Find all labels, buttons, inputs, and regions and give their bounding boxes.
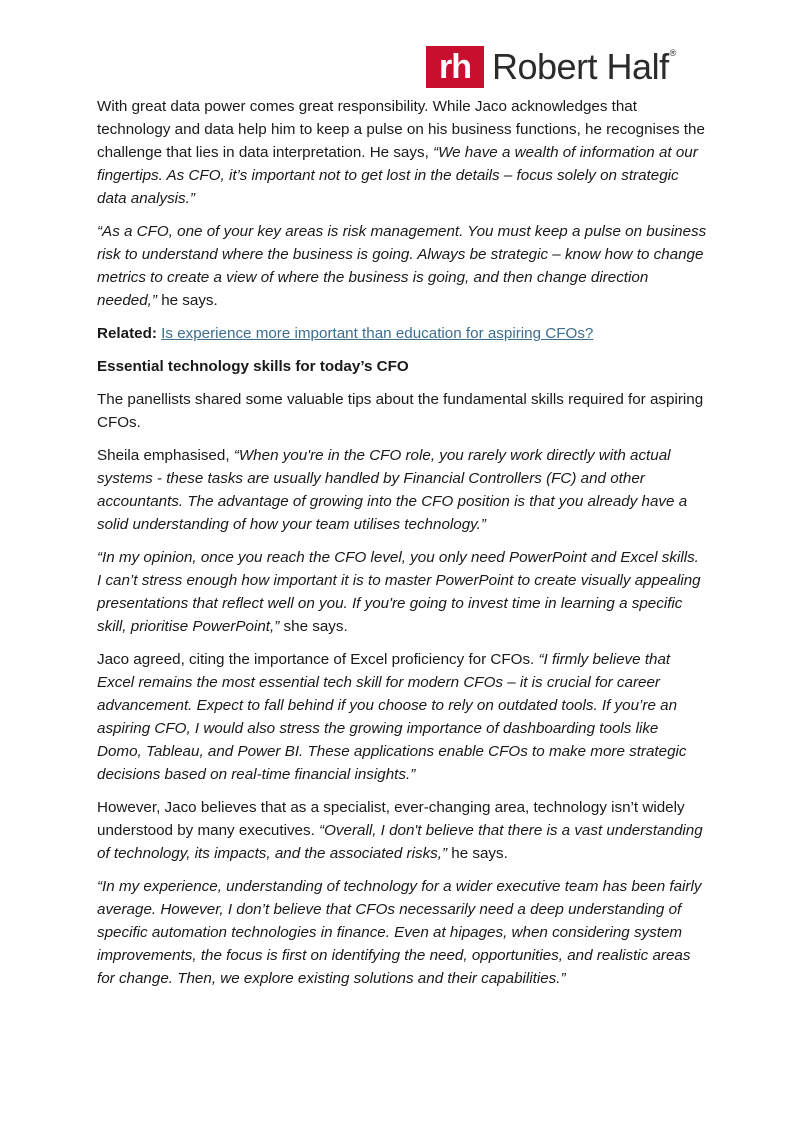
logo-name: Robert Half xyxy=(492,46,669,87)
paragraph-data-power xyxy=(97,95,707,210)
quote-text: “We have a wealth of information at our fingertips. As CFO, it’s important not to get lost in the details – focus solely on strategic data analysis.” xyxy=(97,144,698,207)
related-link-line xyxy=(97,322,707,345)
paragraph-excel xyxy=(97,648,707,786)
quote-text: “As a CFO, one of your key areas is risk management. You must keep a pulse on business risk to understand where the business is going. Always be strategic – know how to change metrics to create a view of where the business is going, and then change direction needed,” xyxy=(97,223,707,309)
paragraph-text: Jaco agreed, citing the importance of Excel proficiency for CFOs. xyxy=(97,651,539,668)
section-heading: Essential technology skills for today’s CFO xyxy=(97,358,409,375)
related-label: Related: xyxy=(97,325,157,342)
paragraph-powerpoint xyxy=(97,546,707,638)
related-article-link[interactable]: Is experience more important than education for aspiring CFOs? xyxy=(161,325,594,342)
paragraph-executives xyxy=(97,796,707,865)
quote-text: “In my experience, understanding of technology for a wider executive team has been fairly average. However, I don’t believe that CFOs necessarily need a deep understanding of specific automation technologies in finance. Even at hipages, when considering system improvements, the focus is first on identifying the need, opportunities, and realistic areas for change. Then, we explore existing solutions and their capabilities.” xyxy=(97,878,702,987)
paragraph-sheila xyxy=(97,444,707,536)
quote-text: “When you're in the CFO role, you rarely work directly with actual systems - these tasks are usually handled by Financial Controllers (FC) and other accountants. The advantage of growing into the CFO position is that you already have a solid understanding of how your team utilises technology.” xyxy=(97,447,688,533)
quote-text: “I firmly believe that Excel remains the most essential tech skill for modern CFOs – it is crucial for career advancement. Expect to fall behind if you choose to rely on outdated tools. If you’re an aspiring CFO, I would also stress the growing importance of dashboarding tools like Domo, Tableau, and Power BI. These applications enable CFOs to make more strategic decisions based on real-time financial insights.” xyxy=(97,651,687,783)
quote-text: “Overall, I don't believe that there is a vast understanding of technology, its impacts, and the associated risks,” xyxy=(97,822,703,862)
article-body xyxy=(97,95,707,1000)
paragraph-panellists: The panellists shared some valuable tips about the fundamental skills required for aspiring CFOs. xyxy=(97,391,704,431)
paragraph-risk-management xyxy=(97,220,707,312)
paragraph-experience xyxy=(97,875,707,990)
attribution-text: she says. xyxy=(279,618,348,635)
attribution-text: he says. xyxy=(447,845,508,862)
logo-wordmark xyxy=(492,46,676,88)
attribution-text: he says. xyxy=(156,292,218,309)
robert-half-logo xyxy=(426,46,676,88)
logo-mark: rh xyxy=(426,46,484,88)
paragraph-text: With great data power comes great responsibility. While Jaco acknowledges that technology and data help him to keep a pulse on his business functions, he recognises the challenge that lies in data interpretation. He says, xyxy=(97,98,705,161)
registered-mark: ® xyxy=(669,48,676,58)
paragraph-text: Sheila emphasised, xyxy=(97,447,234,464)
quote-text: “In my opinion, once you reach the CFO level, you only need PowerPoint and Excel skills. I can’t stress enough how important it is to master PowerPoint to create visually appealing presentations that reflect well on you. If you're going to invest time in learning a specific skill, prioritise PowerPoint,” xyxy=(97,549,701,635)
paragraph-text: However, Jaco believes that as a specialist, ever-changing area, technology isn’t widely understood by many executives. xyxy=(97,799,685,839)
